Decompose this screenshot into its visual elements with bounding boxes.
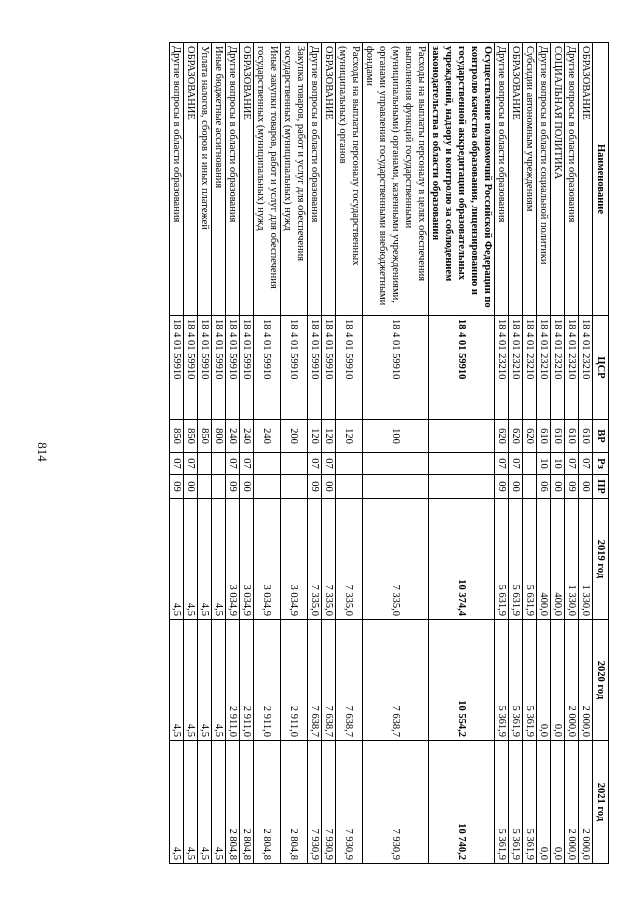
row-name: Другие вопросы в области социальной политики <box>537 43 551 316</box>
row-2019: 4,5 <box>212 499 226 620</box>
table-row <box>308 43 322 864</box>
row-rz: 07 <box>170 453 184 475</box>
row-2021: 2 804,8 <box>281 741 308 864</box>
row-2020: 0,0 <box>537 620 551 741</box>
row-pr: 06 <box>537 475 551 499</box>
row-csr: 18 4 01 23210 <box>579 316 593 420</box>
row-2021: 5 361,9 <box>523 741 537 864</box>
row-2020: 4,5 <box>170 620 184 741</box>
row-rz <box>281 453 308 475</box>
header-rz: Рз <box>593 453 609 475</box>
row-vr: 120 <box>308 420 322 453</box>
row-2020: 5 361,9 <box>523 620 537 741</box>
row-2021: 2 000,0 <box>579 741 593 864</box>
row-pr <box>254 475 281 499</box>
row-name: ОБРАЗОВАНИЕ <box>509 43 523 316</box>
row-vr: 120 <box>336 420 363 453</box>
table-row <box>184 43 198 864</box>
table-row <box>495 43 509 864</box>
table-row <box>336 43 363 864</box>
row-2020: 7 638,7 <box>308 620 322 741</box>
row-2019: 3 034,9 <box>254 499 281 620</box>
budget-table <box>169 42 609 864</box>
row-csr: 18 4 01 59910 <box>363 316 429 420</box>
row-2019: 3 034,9 <box>240 499 254 620</box>
row-2020: 5 361,9 <box>495 620 509 741</box>
row-vr: 100 <box>363 420 429 453</box>
row-vr: 240 <box>254 420 281 453</box>
row-csr: 18 4 01 59910 <box>226 316 240 420</box>
header-row <box>593 43 609 864</box>
row-csr: 18 4 01 23210 <box>495 316 509 420</box>
row-2020: 2 911,0 <box>240 620 254 741</box>
row-2020: 7 638,7 <box>336 620 363 741</box>
row-name: Другие вопросы в области образования <box>226 43 240 316</box>
row-2020: 2 000,0 <box>565 620 579 741</box>
row-rz <box>198 453 212 475</box>
row-rz: 07 <box>226 453 240 475</box>
row-name: ОБРАЗОВАНИЕ <box>184 43 198 316</box>
row-csr: 18 4 01 23210 <box>565 316 579 420</box>
row-vr: 620 <box>509 420 523 453</box>
row-csr: 18 4 01 59910 <box>170 316 184 420</box>
row-2021: 7 930,9 <box>363 741 429 864</box>
table-row <box>240 43 254 864</box>
row-vr: 610 <box>565 420 579 453</box>
rotated-page-content <box>68 42 609 863</box>
table-row <box>509 43 523 864</box>
row-2019: 4,5 <box>184 499 198 620</box>
row-2020: 2 911,0 <box>226 620 240 741</box>
row-name: Уплата налогов, сборов и иных платежей <box>198 43 212 316</box>
row-pr <box>336 475 363 499</box>
row-pr <box>523 475 537 499</box>
row-rz: 10 <box>551 453 565 475</box>
row-pr <box>363 475 429 499</box>
row-csr: 18 4 01 23210 <box>523 316 537 420</box>
row-2021: 4,5 <box>198 741 212 864</box>
table-row <box>537 43 551 864</box>
row-name: Закупка товаров, работ и услуг для обеспечения государственных (муниципальных) нужд <box>281 43 308 316</box>
row-2021: 2 000,0 <box>565 741 579 864</box>
row-vr: 610 <box>551 420 565 453</box>
row-csr: 18 4 01 59910 <box>240 316 254 420</box>
row-rz: 07 <box>308 453 322 475</box>
row-pr: 00 <box>322 475 336 499</box>
row-rz: 07 <box>184 453 198 475</box>
row-2019: 3 034,9 <box>226 499 240 620</box>
row-name: ОБРАЗОВАНИЕ <box>322 43 336 316</box>
row-2021: 7 930,9 <box>322 741 336 864</box>
table-row <box>429 43 495 864</box>
row-vr: 620 <box>495 420 509 453</box>
row-2020: 10 554,2 <box>429 620 495 741</box>
row-2021: 4,5 <box>184 741 198 864</box>
row-2019: 400,0 <box>537 499 551 620</box>
table-row <box>322 43 336 864</box>
row-pr: 09 <box>170 475 184 499</box>
row-vr: 610 <box>579 420 593 453</box>
row-csr: 18 4 01 59910 <box>184 316 198 420</box>
row-pr: 00 <box>579 475 593 499</box>
row-vr: 800 <box>212 420 226 453</box>
row-rz <box>429 453 495 475</box>
row-2020: 4,5 <box>198 620 212 741</box>
row-name: ОБРАЗОВАНИЕ <box>579 43 593 316</box>
row-name: Другие вопросы в области образования <box>495 43 509 316</box>
row-name: ОБРАЗОВАНИЕ <box>240 43 254 316</box>
row-name: Расходы на выплаты персоналу в целях обеспечения выполнения функций государственными (муниципальными) органами, казенными учреждениями, органами управления государственными внебюджетными фондами <box>363 43 429 316</box>
row-name: Другие вопросы в области образования <box>565 43 579 316</box>
table-row <box>198 43 212 864</box>
row-name: Иные бюджетные ассигнования <box>212 43 226 316</box>
row-2020: 4,5 <box>212 620 226 741</box>
table-row <box>565 43 579 864</box>
row-2021: 7 930,9 <box>336 741 363 864</box>
table-row <box>212 43 226 864</box>
row-csr: 18 4 01 59910 <box>336 316 363 420</box>
header-csr: ЦСР <box>593 316 609 420</box>
row-rz <box>363 453 429 475</box>
row-csr: 18 4 01 23210 <box>551 316 565 420</box>
row-2020: 5 361,9 <box>509 620 523 741</box>
row-vr: 240 <box>240 420 254 453</box>
header-pr: ПР <box>593 475 609 499</box>
table-header <box>593 43 609 864</box>
row-name: Иные закупки товаров, работ и услуг для обеспечения государственных (муниципальных) нужд <box>254 43 281 316</box>
row-rz: 07 <box>579 453 593 475</box>
row-name: СОЦИАЛЬНАЯ ПОЛИТИКА <box>551 43 565 316</box>
row-2019: 5 631,9 <box>509 499 523 620</box>
row-2020: 2 000,0 <box>579 620 593 741</box>
row-2019: 7 335,0 <box>363 499 429 620</box>
row-vr: 620 <box>523 420 537 453</box>
row-name: Другие вопросы в области образования <box>308 43 322 316</box>
table-row <box>579 43 593 864</box>
table-row <box>281 43 308 864</box>
row-pr <box>429 475 495 499</box>
row-2019: 1 330,0 <box>565 499 579 620</box>
row-vr: 200 <box>281 420 308 453</box>
row-2020: 0,0 <box>551 620 565 741</box>
row-2019: 4,5 <box>198 499 212 620</box>
row-pr: 09 <box>308 475 322 499</box>
table-row <box>551 43 565 864</box>
row-2021: 4,5 <box>212 741 226 864</box>
row-name: Другие вопросы в области образования <box>170 43 184 316</box>
row-2019: 5 631,9 <box>523 499 537 620</box>
row-2019: 10 374,4 <box>429 499 495 620</box>
row-pr <box>212 475 226 499</box>
row-2020: 2 911,0 <box>281 620 308 741</box>
row-rz: 10 <box>537 453 551 475</box>
row-2021: 0,0 <box>551 741 565 864</box>
row-name: Осуществление полномочий Российской Федерации по контролю качества образования, лицензированию и государственной аккредитации образовательных учреждений, надзору и контролю за соблюдением законодательства в области образования <box>429 43 495 316</box>
header-2021: 2021 год <box>593 741 609 864</box>
row-2019: 4,5 <box>170 499 184 620</box>
row-2019: 7 335,0 <box>308 499 322 620</box>
row-vr: 850 <box>170 420 184 453</box>
row-2019: 7 335,0 <box>322 499 336 620</box>
row-2021: 0,0 <box>537 741 551 864</box>
table-row <box>226 43 240 864</box>
row-vr: 610 <box>537 420 551 453</box>
table-body <box>170 43 593 864</box>
row-vr: 120 <box>322 420 336 453</box>
row-pr: 09 <box>495 475 509 499</box>
header-vr: ВР <box>593 420 609 453</box>
row-2020: 7 638,7 <box>363 620 429 741</box>
row-csr: 18 4 01 59910 <box>429 316 495 420</box>
row-pr <box>198 475 212 499</box>
row-pr <box>281 475 308 499</box>
row-pr: 09 <box>226 475 240 499</box>
row-pr: 00 <box>509 475 523 499</box>
table-row <box>523 43 537 864</box>
row-2021: 2 804,8 <box>240 741 254 864</box>
row-2020: 7 638,7 <box>322 620 336 741</box>
row-csr: 18 4 01 23210 <box>509 316 523 420</box>
row-2020: 4,5 <box>184 620 198 741</box>
table-row <box>170 43 184 864</box>
row-csr: 18 4 01 59910 <box>308 316 322 420</box>
row-2019: 5 631,9 <box>495 499 509 620</box>
table-row <box>363 43 429 864</box>
row-2019: 7 335,0 <box>336 499 363 620</box>
row-rz: 07 <box>240 453 254 475</box>
row-name: Расходы на выплаты персоналу государственных (муниципальных) органов <box>336 43 363 316</box>
row-pr: 00 <box>184 475 198 499</box>
row-rz: 07 <box>322 453 336 475</box>
header-2020: 2020 год <box>593 620 609 741</box>
row-csr: 18 4 01 59910 <box>281 316 308 420</box>
header-2019: 2019 год <box>593 499 609 620</box>
row-vr <box>429 420 495 453</box>
row-2019: 3 034,9 <box>281 499 308 620</box>
row-rz <box>254 453 281 475</box>
row-2021: 7 930,9 <box>308 741 322 864</box>
row-2021: 2 804,8 <box>226 741 240 864</box>
page-number: 814 <box>35 442 50 462</box>
row-2019: 400,0 <box>551 499 565 620</box>
row-pr: 00 <box>551 475 565 499</box>
row-pr: 09 <box>565 475 579 499</box>
row-rz <box>336 453 363 475</box>
row-rz: 07 <box>565 453 579 475</box>
row-rz <box>523 453 537 475</box>
row-2021: 5 361,9 <box>495 741 509 864</box>
row-2021: 4,5 <box>170 741 184 864</box>
row-vr: 240 <box>226 420 240 453</box>
row-2019: 1 330,0 <box>579 499 593 620</box>
row-csr: 18 4 01 59910 <box>212 316 226 420</box>
row-2020: 2 911,0 <box>254 620 281 741</box>
header-name: Наименование <box>593 43 609 316</box>
row-name: Субсидии автономным учреждениям <box>523 43 537 316</box>
row-2021: 5 361,9 <box>509 741 523 864</box>
row-csr: 18 4 01 59910 <box>322 316 336 420</box>
row-csr: 18 4 01 59910 <box>198 316 212 420</box>
row-rz: 07 <box>495 453 509 475</box>
row-vr: 850 <box>184 420 198 453</box>
row-csr: 18 4 01 59910 <box>254 316 281 420</box>
row-vr: 850 <box>198 420 212 453</box>
row-csr: 18 4 01 23210 <box>537 316 551 420</box>
table-row <box>254 43 281 864</box>
row-rz: 07 <box>509 453 523 475</box>
row-rz <box>212 453 226 475</box>
row-2021: 10 740,2 <box>429 741 495 864</box>
row-pr: 00 <box>240 475 254 499</box>
row-2021: 2 804,8 <box>254 741 281 864</box>
